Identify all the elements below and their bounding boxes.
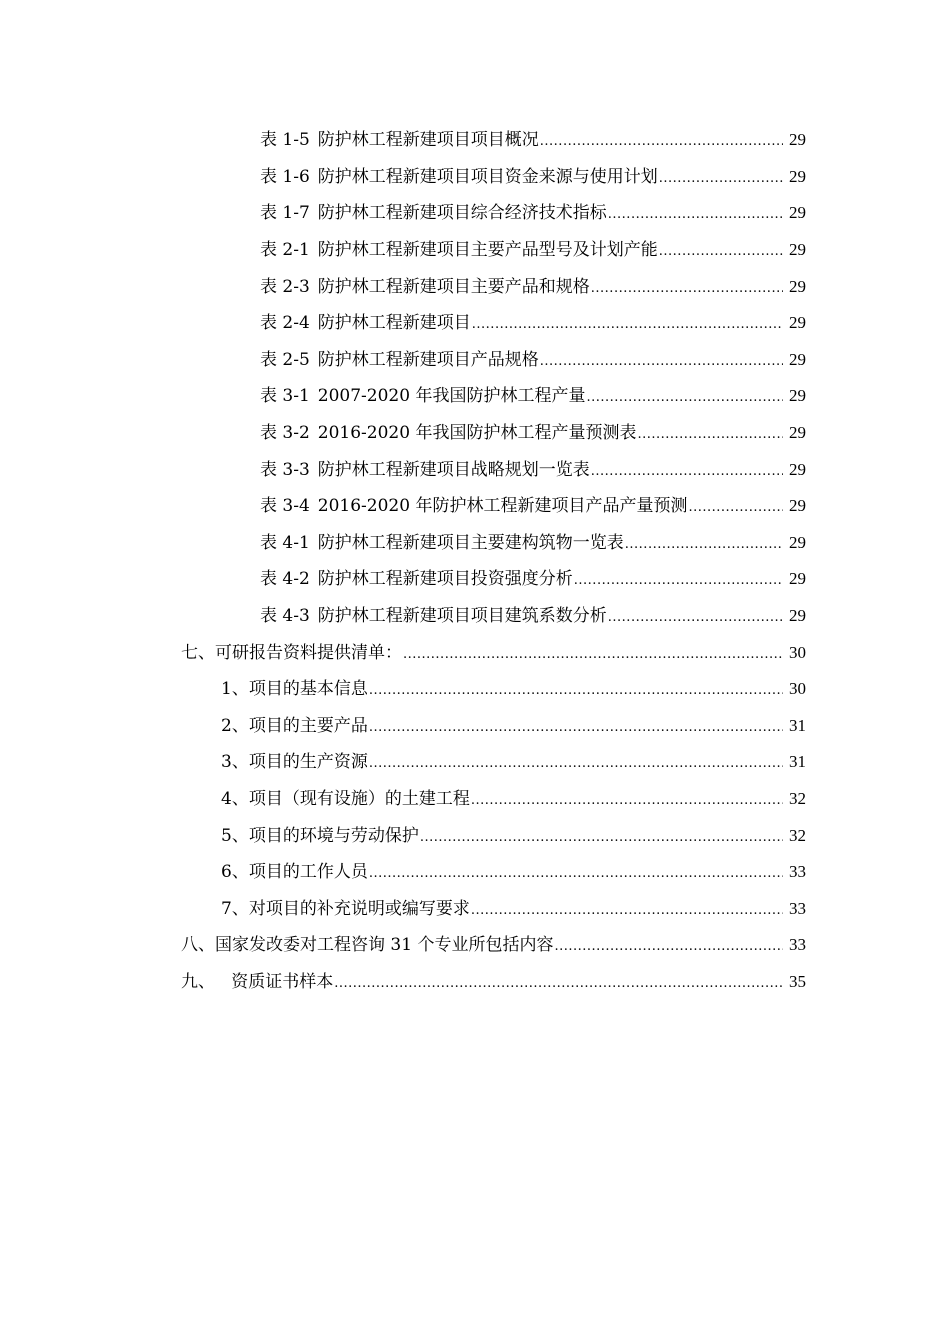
toc-entry-text: 2、项目的主要产品 [221,715,368,736]
toc-entry[interactable] [0,598,950,635]
toc-entry-page-number: 29 [789,166,806,186]
toc-entry-title [260,167,658,187]
dot-leader [574,571,783,591]
toc-entry-text: 九、 资质证书样本 [181,971,334,992]
toc-entry[interactable] [0,195,950,232]
toc-entry-page-number: 29 [789,459,806,479]
toc-entry-number: 表 2-5 [260,349,310,370]
toc-entry-text: 防护林工程新建项目战略规划一览表 [317,459,590,480]
toc-entry-title [260,313,471,333]
toc-entry-text: 3、项目的生产资源 [221,752,368,773]
toc-entry-page-number: 32 [789,788,806,808]
toc-entry-title [181,935,553,955]
toc-entry-text: 防护林工程新建项目综合经济技术指标 [317,203,607,224]
toc-entry[interactable] [0,268,950,305]
toc-entry-title [260,606,607,626]
toc-entry-page-number: 29 [789,423,806,443]
toc-entry-page-number: 33 [789,898,806,918]
toc-entry-page-number: 31 [789,715,806,735]
toc-entry-page-number: 30 [789,679,806,699]
toc-entry[interactable] [0,671,950,708]
toc-entry-title [260,460,590,480]
toc-entry-text: 7、对项目的补充说明或编写要求 [221,898,470,919]
dot-leader [637,425,783,445]
toc-entry-page-number: 29 [789,240,806,260]
toc-entry-title [181,972,333,992]
toc-entry-title [221,679,368,699]
toc-entry-title [260,569,573,589]
toc-entry-title [221,716,368,736]
toc-entry[interactable] [0,890,950,927]
toc-entry-title [221,862,368,882]
toc-entry-page-number: 29 [789,313,806,333]
toc-entry-text: 八、国家发改委对工程咨询 31 个专业所包括内容 [181,935,554,956]
toc-entry-text: 5、项目的环境与劳动保护 [221,825,419,846]
toc-entry-title [221,752,368,772]
toc-entry-page-number: 29 [789,496,806,516]
dot-leader [591,462,783,482]
dot-leader [608,608,783,628]
toc-entry-number: 表 1-7 [260,203,310,224]
toc-entry-number: 表 4-1 [260,532,310,553]
toc-entry-number: 表 3-1 [260,386,310,407]
dot-leader [403,645,783,665]
dot-leader [369,718,783,738]
toc-entry[interactable] [0,927,950,964]
toc-entry[interactable] [0,781,950,818]
dot-leader [554,937,783,957]
toc-entry-title [260,533,624,553]
toc-entry-page-number: 33 [789,935,806,955]
toc-entry-text: 防护林工程新建项目主要建构筑物一览表 [317,532,624,553]
dot-leader [659,169,783,189]
dot-leader [369,681,783,701]
toc-entry-text: 2016-2020 年防护林工程新建项目产品产量预测 [317,496,688,517]
toc-entry[interactable] [0,159,950,196]
toc-entry-number: 表 2-4 [260,313,310,334]
dot-leader [688,498,783,518]
toc-entry-page-number: 32 [789,825,806,845]
dot-leader [334,974,783,994]
toc-entry[interactable] [0,488,950,525]
toc-entry[interactable] [0,232,950,269]
toc-entry[interactable] [0,415,950,452]
toc-entry-text: 6、项目的工作人员 [221,862,368,883]
toc-entry[interactable] [0,854,950,891]
toc-entry-title [260,496,687,516]
toc-entry[interactable] [0,525,950,562]
toc-entry-text: 防护林工程新建项目 [317,313,471,334]
toc-entry-text: 七、可研报告资料提供清单： [181,642,402,663]
dot-leader [471,791,783,811]
toc-entry-text: 2016-2020 年我国防护林工程产量预测表 [317,423,637,444]
toc-entry-page-number: 29 [789,349,806,369]
dot-leader [369,754,783,774]
toc-entry-title [260,277,590,297]
toc-entry-text: 防护林工程新建项目投资强度分析 [317,569,573,590]
toc-entry-title [260,130,539,150]
toc-entry-text: 防护林工程新建项目项目资金来源与使用计划 [317,166,658,187]
dot-leader [540,132,783,152]
toc-entry-page-number: 31 [789,752,806,772]
dot-leader [591,279,783,299]
dot-leader [540,352,783,372]
toc-entry-page-number: 29 [789,606,806,626]
toc-entry[interactable] [0,708,950,745]
toc-entry-page-number: 29 [789,532,806,552]
toc-entry[interactable] [0,561,950,598]
toc-entry[interactable] [0,451,950,488]
toc-entry-text: 防护林工程新建项目项目概况 [317,130,539,151]
toc-entry[interactable] [0,122,950,159]
dot-leader [659,242,783,262]
toc-entry[interactable] [0,634,950,671]
toc-entry[interactable] [0,817,950,854]
toc-entry[interactable] [0,378,950,415]
dot-leader [420,828,783,848]
toc-entry-page-number: 29 [789,276,806,296]
dot-leader [472,315,783,335]
toc-entry-number: 表 1-6 [260,166,310,187]
toc-entry-number: 表 3-3 [260,459,310,480]
toc-entry[interactable] [0,744,950,781]
toc-entry-page-number: 29 [789,130,806,150]
toc-entry-page-number: 33 [789,862,806,882]
toc-entry-title [221,789,470,809]
toc-entry-number: 表 1-5 [260,130,310,151]
toc-entry-text: 防护林工程新建项目主要产品和规格 [317,276,590,297]
toc-entry-title [260,350,539,370]
toc-entry-text: 2007-2020 年我国防护林工程产量 [317,386,586,407]
toc-entry-number: 表 4-2 [260,569,310,590]
toc-entry-number: 表 3-4 [260,496,310,517]
toc-entry-page-number: 30 [789,642,806,662]
toc-entry[interactable] [0,964,950,1001]
toc-entry-number: 表 3-2 [260,423,310,444]
toc-entry-number: 表 4-3 [260,606,310,627]
toc-entry-title [260,203,607,223]
toc-entry[interactable] [0,305,950,342]
toc-entry-title [260,386,585,406]
dot-leader [608,205,783,225]
toc-entry-number: 表 2-1 [260,240,310,261]
toc-entry-text: 1、项目的基本信息 [221,679,368,700]
toc-entry-page-number: 29 [789,569,806,589]
toc-entry-text: 4、项目（现有设施）的土建工程 [221,788,470,809]
toc-entry-number: 表 2-3 [260,276,310,297]
dot-leader [625,535,783,555]
toc-entry-title [260,240,658,260]
toc-entry-text: 防护林工程新建项目主要产品型号及计划产能 [317,240,658,261]
toc-entry-title [221,899,470,919]
table-of-contents [0,122,950,1000]
toc-entry-text: 防护林工程新建项目产品规格 [317,349,539,370]
toc-entry-title [221,826,419,846]
toc-entry-text: 防护林工程新建项目项目建筑系数分析 [317,606,607,627]
toc-entry-title [181,643,402,663]
dot-leader [369,864,783,884]
toc-entry[interactable] [0,342,950,379]
dot-leader [471,901,783,921]
toc-entry-page-number: 29 [789,386,806,406]
toc-entry-title [260,423,636,443]
toc-entry-page-number: 29 [789,203,806,223]
dot-leader [586,388,783,408]
toc-entry-page-number: 35 [789,971,806,991]
